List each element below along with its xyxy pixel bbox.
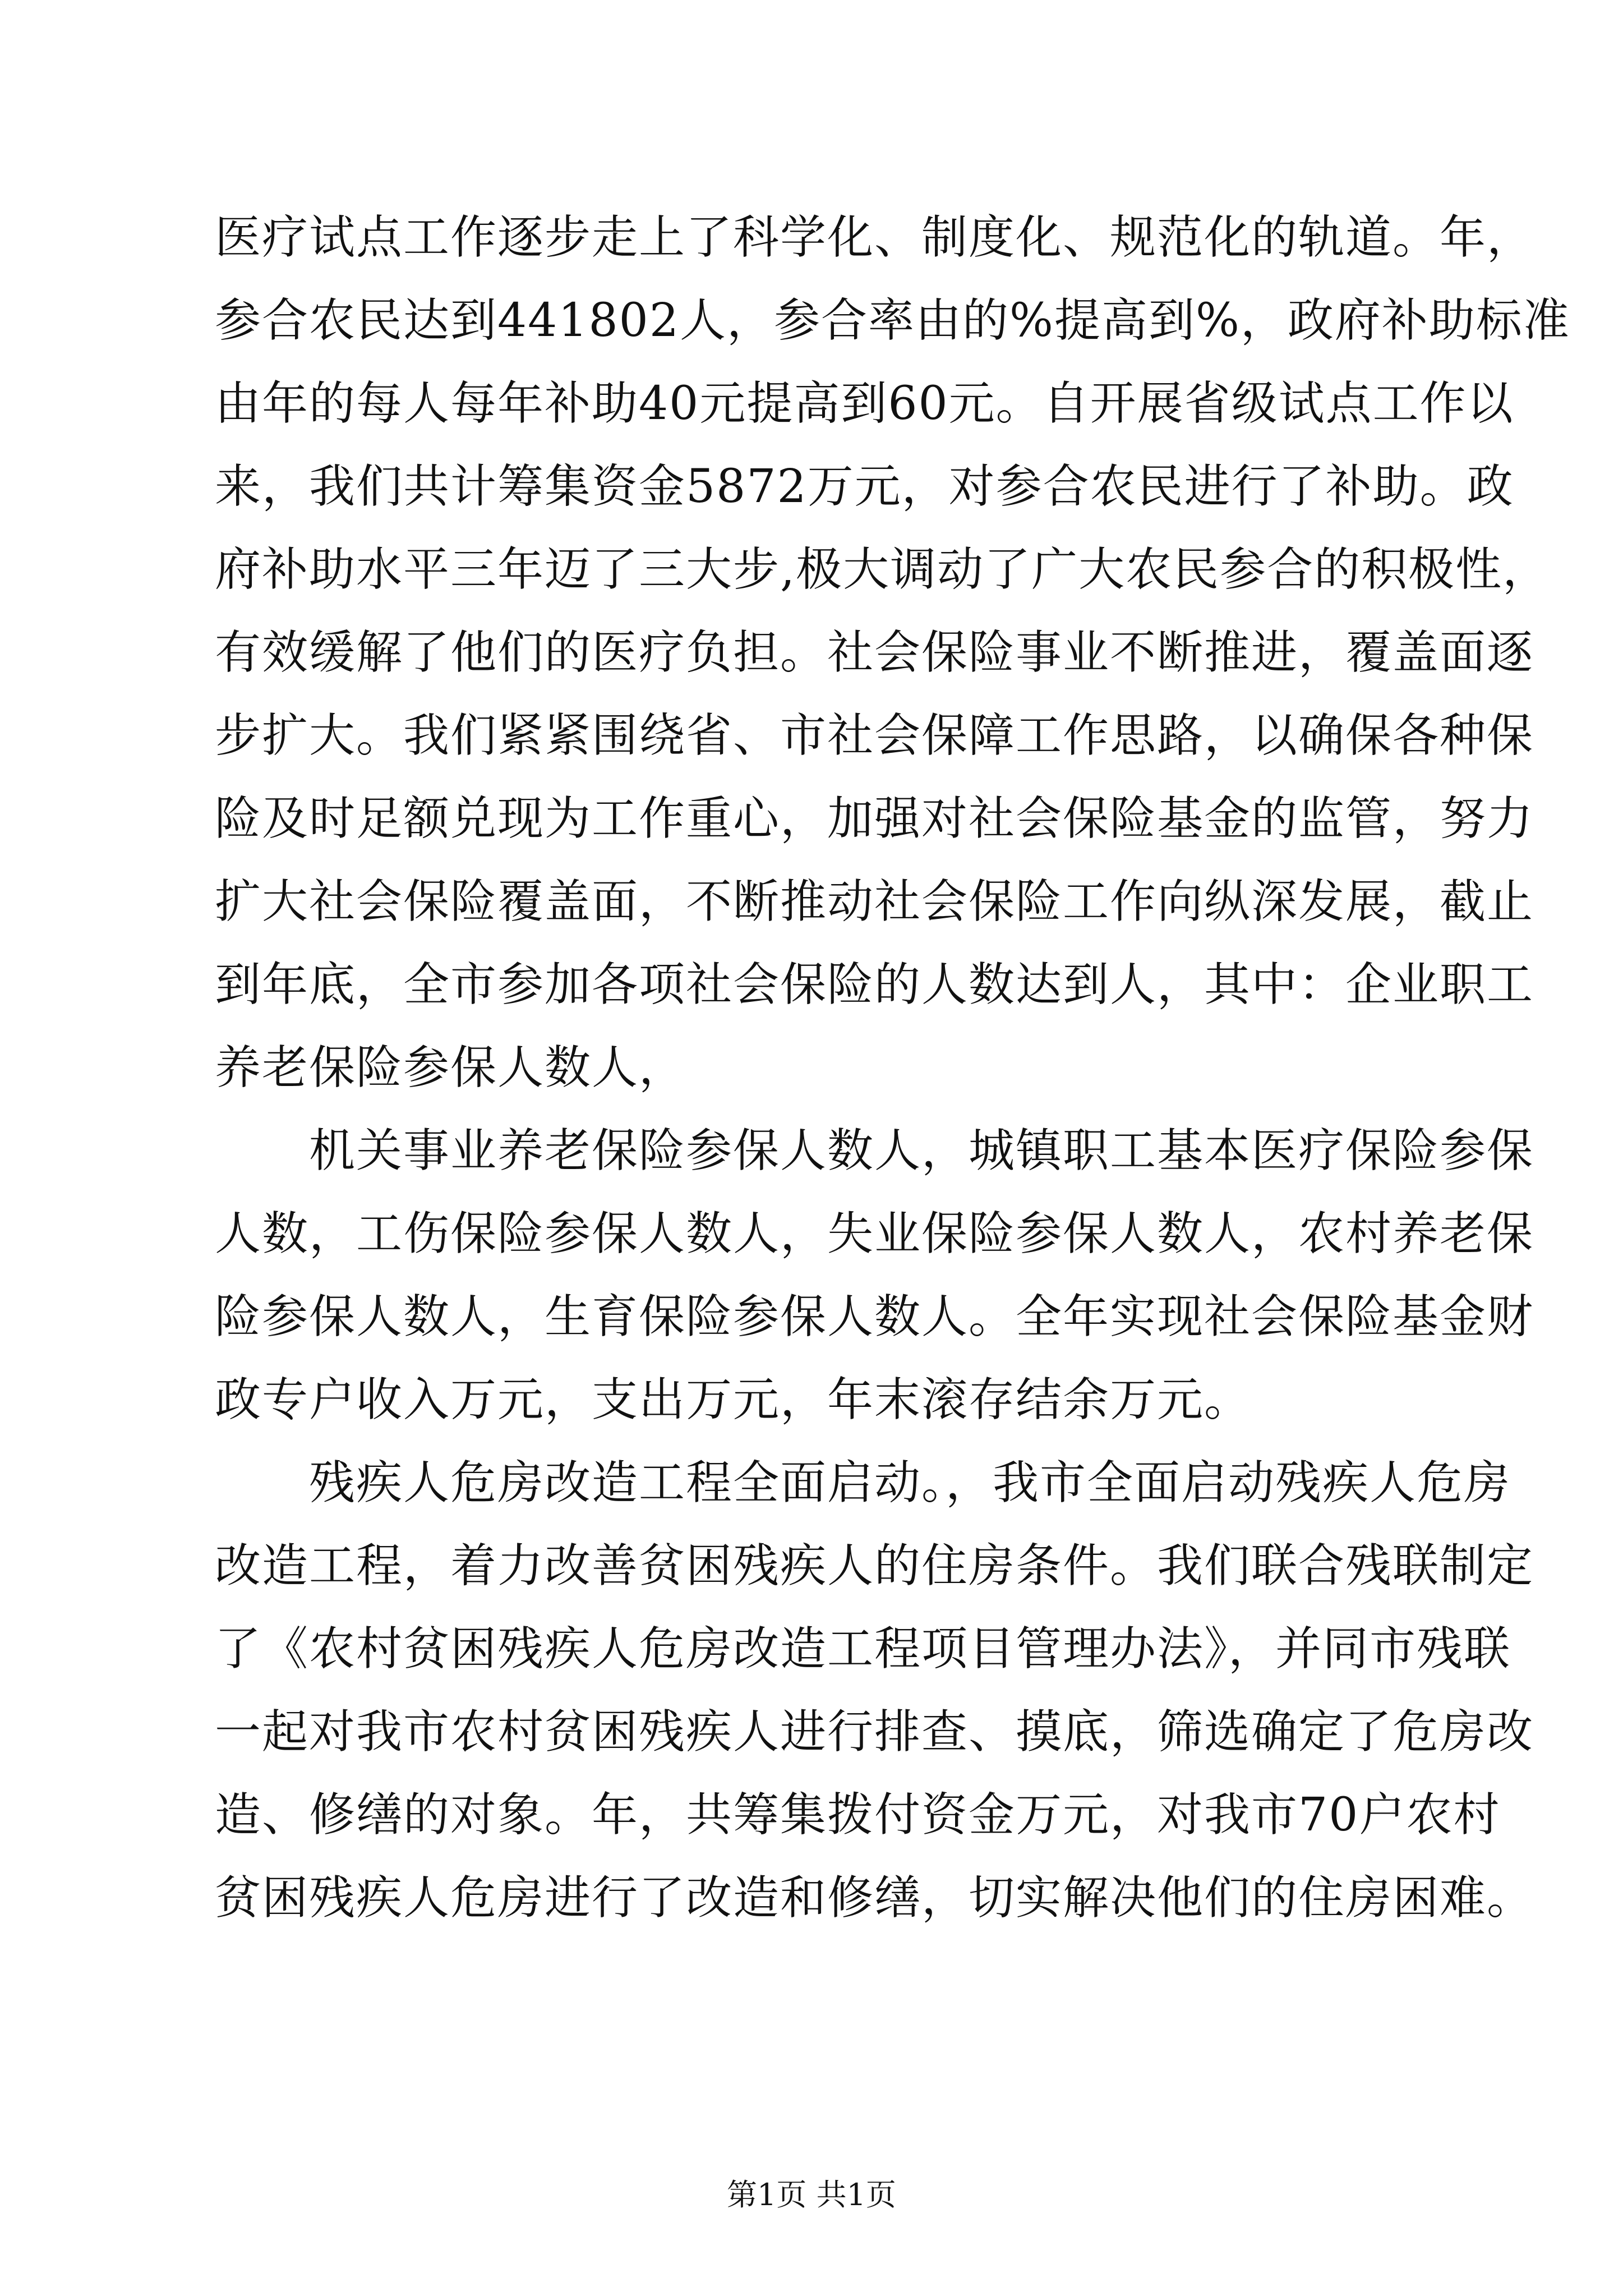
- text-line: 参合农民达到441802人，参合率由的%提高到%，政府补助标准: [215, 294, 1570, 347]
- text-line: 造、修缮的对象。年，共筹集拨付资金万元，对我市70户农村: [215, 1788, 1501, 1842]
- text-line: 到年底，全市参加各项社会保险的人数达到人，其中：企业职工: [215, 958, 1534, 1011]
- text-line: 一起对我市农村贫困残疾人进行排查、摸底，筛选确定了危房改: [215, 1705, 1534, 1759]
- text-line: 政专户收入万元，支出万元，年末滚存结余万元。: [215, 1373, 1252, 1427]
- text-line: 来，我们共计筹集资金5872万元，对参合农民进行了补助。政: [215, 460, 1514, 513]
- text-line: 贫困残疾人危房进行了改造和修缮，切实解决他们的住房困难。: [215, 1871, 1534, 1925]
- text-line: 改造工程，着力改善贫困残疾人的住房条件。我们联合残联制定: [215, 1539, 1534, 1593]
- text-line: 府补助水平三年迈了三大步,极大调动了广大农民参合的积极性，: [215, 543, 1550, 596]
- text-line: 有效缓解了他们的医疗负担。社会保险事业不断推进，覆盖面逐: [215, 626, 1534, 679]
- text-line: 残疾人危房改造工程全面启动。，我市全面启动残疾人危房: [215, 1456, 1511, 1510]
- page-footer: 第1页 共1页: [727, 2177, 896, 2212]
- text-line: 人数，工伤保险参保人数人，失业保险参保人数人，农村养老保: [215, 1207, 1534, 1260]
- text-line: 机关事业养老保险参保人数人，城镇职工基本医疗保险参保: [215, 1124, 1534, 1177]
- text-line: 险参保人数人，生育保险参保人数人。全年实现社会保险基金财: [215, 1290, 1534, 1343]
- text-line: 医疗试点工作逐步走上了科学化、制度化、规范化的轨道。年，: [215, 211, 1534, 264]
- document-body: [215, 196, 1570, 1940]
- text-line: 险及时足额兑现为工作重心，加强对社会保险基金的监管，努力: [215, 792, 1534, 845]
- text-line: 由年的每人每年补助40元提高到60元。自开展省级试点工作以: [215, 377, 1514, 430]
- text-line: 扩大社会保险覆盖面，不断推动社会保险工作向纵深发展，截止: [215, 875, 1534, 928]
- text-line: 养老保险参保人数人，: [215, 1041, 686, 1094]
- text-line: 了《农村贫困残疾人危房改造工程项目管理办法》，并同市残联: [215, 1622, 1511, 1676]
- text-line: 步扩大。我们紧紧围绕省、市社会保障工作思路，以确保各种保: [215, 709, 1534, 762]
